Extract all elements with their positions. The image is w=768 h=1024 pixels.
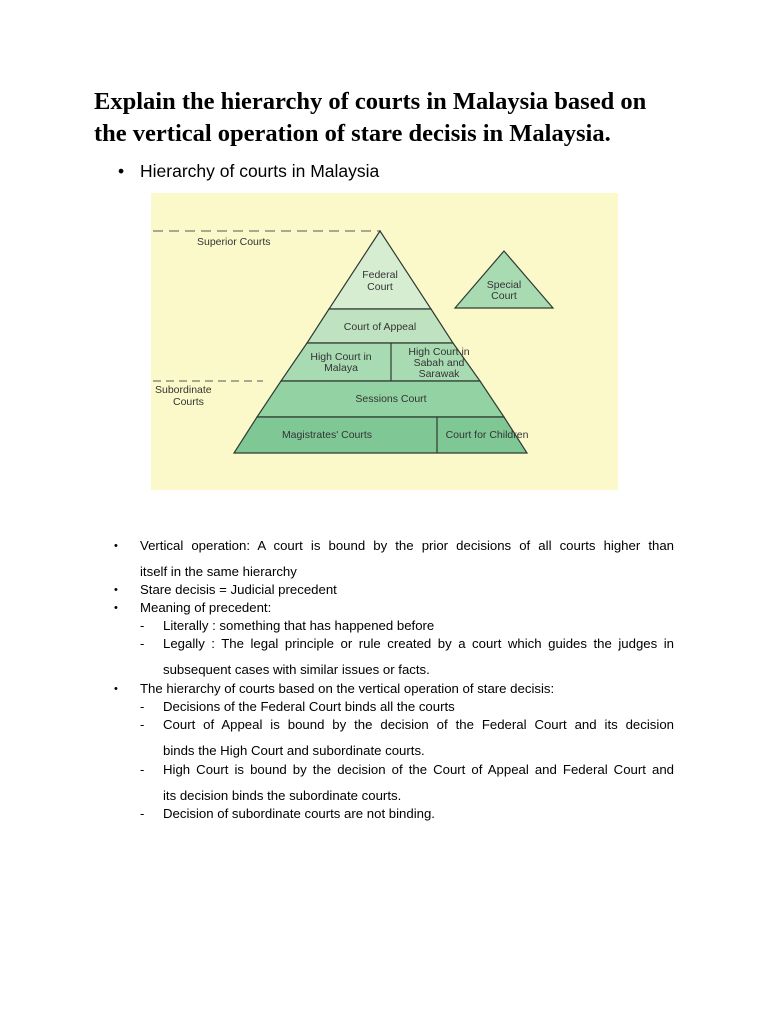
note-legally-line-1: Legally : The legal principle or rule created by a court which guides the judges in bbox=[163, 636, 674, 651]
note-high-court-line-1: High Court is bound by the decision of the Court of Appeal and Federal Court and bbox=[163, 762, 674, 777]
title-line-1: Explain the hierarchy of courts in Malaysia based on bbox=[94, 88, 647, 115]
bullet-icon: • bbox=[114, 584, 118, 596]
federal-court-label-1: Federal bbox=[362, 269, 398, 281]
dash-icon: - bbox=[140, 762, 145, 777]
note-federal-court: Decisions of the Federal Court binds all the courts bbox=[163, 699, 455, 714]
note-vertical-operation-line-1: Vertical operation: A court is bound by the prior decisions of all courts higher than bbox=[140, 538, 674, 553]
bullet-icon: • bbox=[114, 540, 118, 552]
special-court-label-1: Special bbox=[486, 279, 522, 291]
special-court-label-2: Court bbox=[491, 290, 517, 302]
note-hierarchy-heading: The hierarchy of courts based on the vertical operation of stare decisis: bbox=[140, 681, 555, 696]
high-court-malaya-label-1: High Court in bbox=[310, 351, 372, 363]
note-vertical-operation-line-2: itself in the same hierarchy bbox=[140, 564, 297, 579]
note-court-of-appeal-line-1: Court of Appeal is bound by the decision of the Federal Court and its decision bbox=[163, 717, 674, 732]
dash-icon: - bbox=[140, 618, 145, 633]
note-court-of-appeal-line-2: binds the High Court and subordinate courts. bbox=[163, 743, 425, 758]
sessions-court-label: Sessions Court bbox=[355, 393, 427, 405]
dash-icon: - bbox=[140, 806, 145, 821]
note-legally-line-2: subsequent cases with similar issues or facts. bbox=[163, 662, 430, 677]
magistrates-courts-label: Magistrates' Courts bbox=[281, 429, 373, 441]
note-subordinate-courts: Decision of subordinate courts are not binding. bbox=[163, 806, 435, 821]
dash-icon: - bbox=[140, 717, 145, 732]
note-stare-decisis: Stare decisis = Judicial precedent bbox=[140, 582, 337, 597]
page-title bbox=[94, 86, 704, 150]
bullet-icon: • bbox=[118, 161, 125, 181]
high-court-sabah-label-3: Sarawak bbox=[418, 368, 460, 380]
bullet-icon: • bbox=[114, 602, 118, 614]
note-literally: Literally : something that has happened before bbox=[163, 618, 435, 633]
subordinate-label-2: Courts bbox=[173, 396, 204, 408]
court-of-appeal-label: Court of Appeal bbox=[343, 321, 417, 333]
note-high-court-line-2: its decision binds the subordinate courts. bbox=[163, 788, 402, 803]
bullet-icon: • bbox=[114, 683, 118, 695]
section-heading-text: Hierarchy of courts in Malaysia bbox=[140, 161, 380, 181]
court-for-children-label: Court for Children bbox=[445, 429, 529, 441]
high-court-malaya-label-2: Malaya bbox=[324, 362, 358, 374]
note-meaning-of-precedent: Meaning of precedent: bbox=[140, 600, 272, 615]
court-hierarchy-diagram bbox=[151, 193, 618, 490]
high-court-sabah-label-2: Sabah and bbox=[413, 357, 465, 369]
subordinate-label-1: Subordinate bbox=[155, 384, 212, 396]
high-court-sabah-label-1: High Court in bbox=[408, 346, 470, 358]
dash-icon: - bbox=[140, 636, 145, 651]
court-pyramid-svg bbox=[151, 193, 618, 490]
federal-court-label-2: Court bbox=[367, 281, 393, 293]
superior-courts-label: Superior Courts bbox=[197, 236, 271, 248]
dash-icon: - bbox=[140, 699, 145, 714]
title-line-2: the vertical operation of stare decisis in Malaysia. bbox=[94, 120, 611, 147]
